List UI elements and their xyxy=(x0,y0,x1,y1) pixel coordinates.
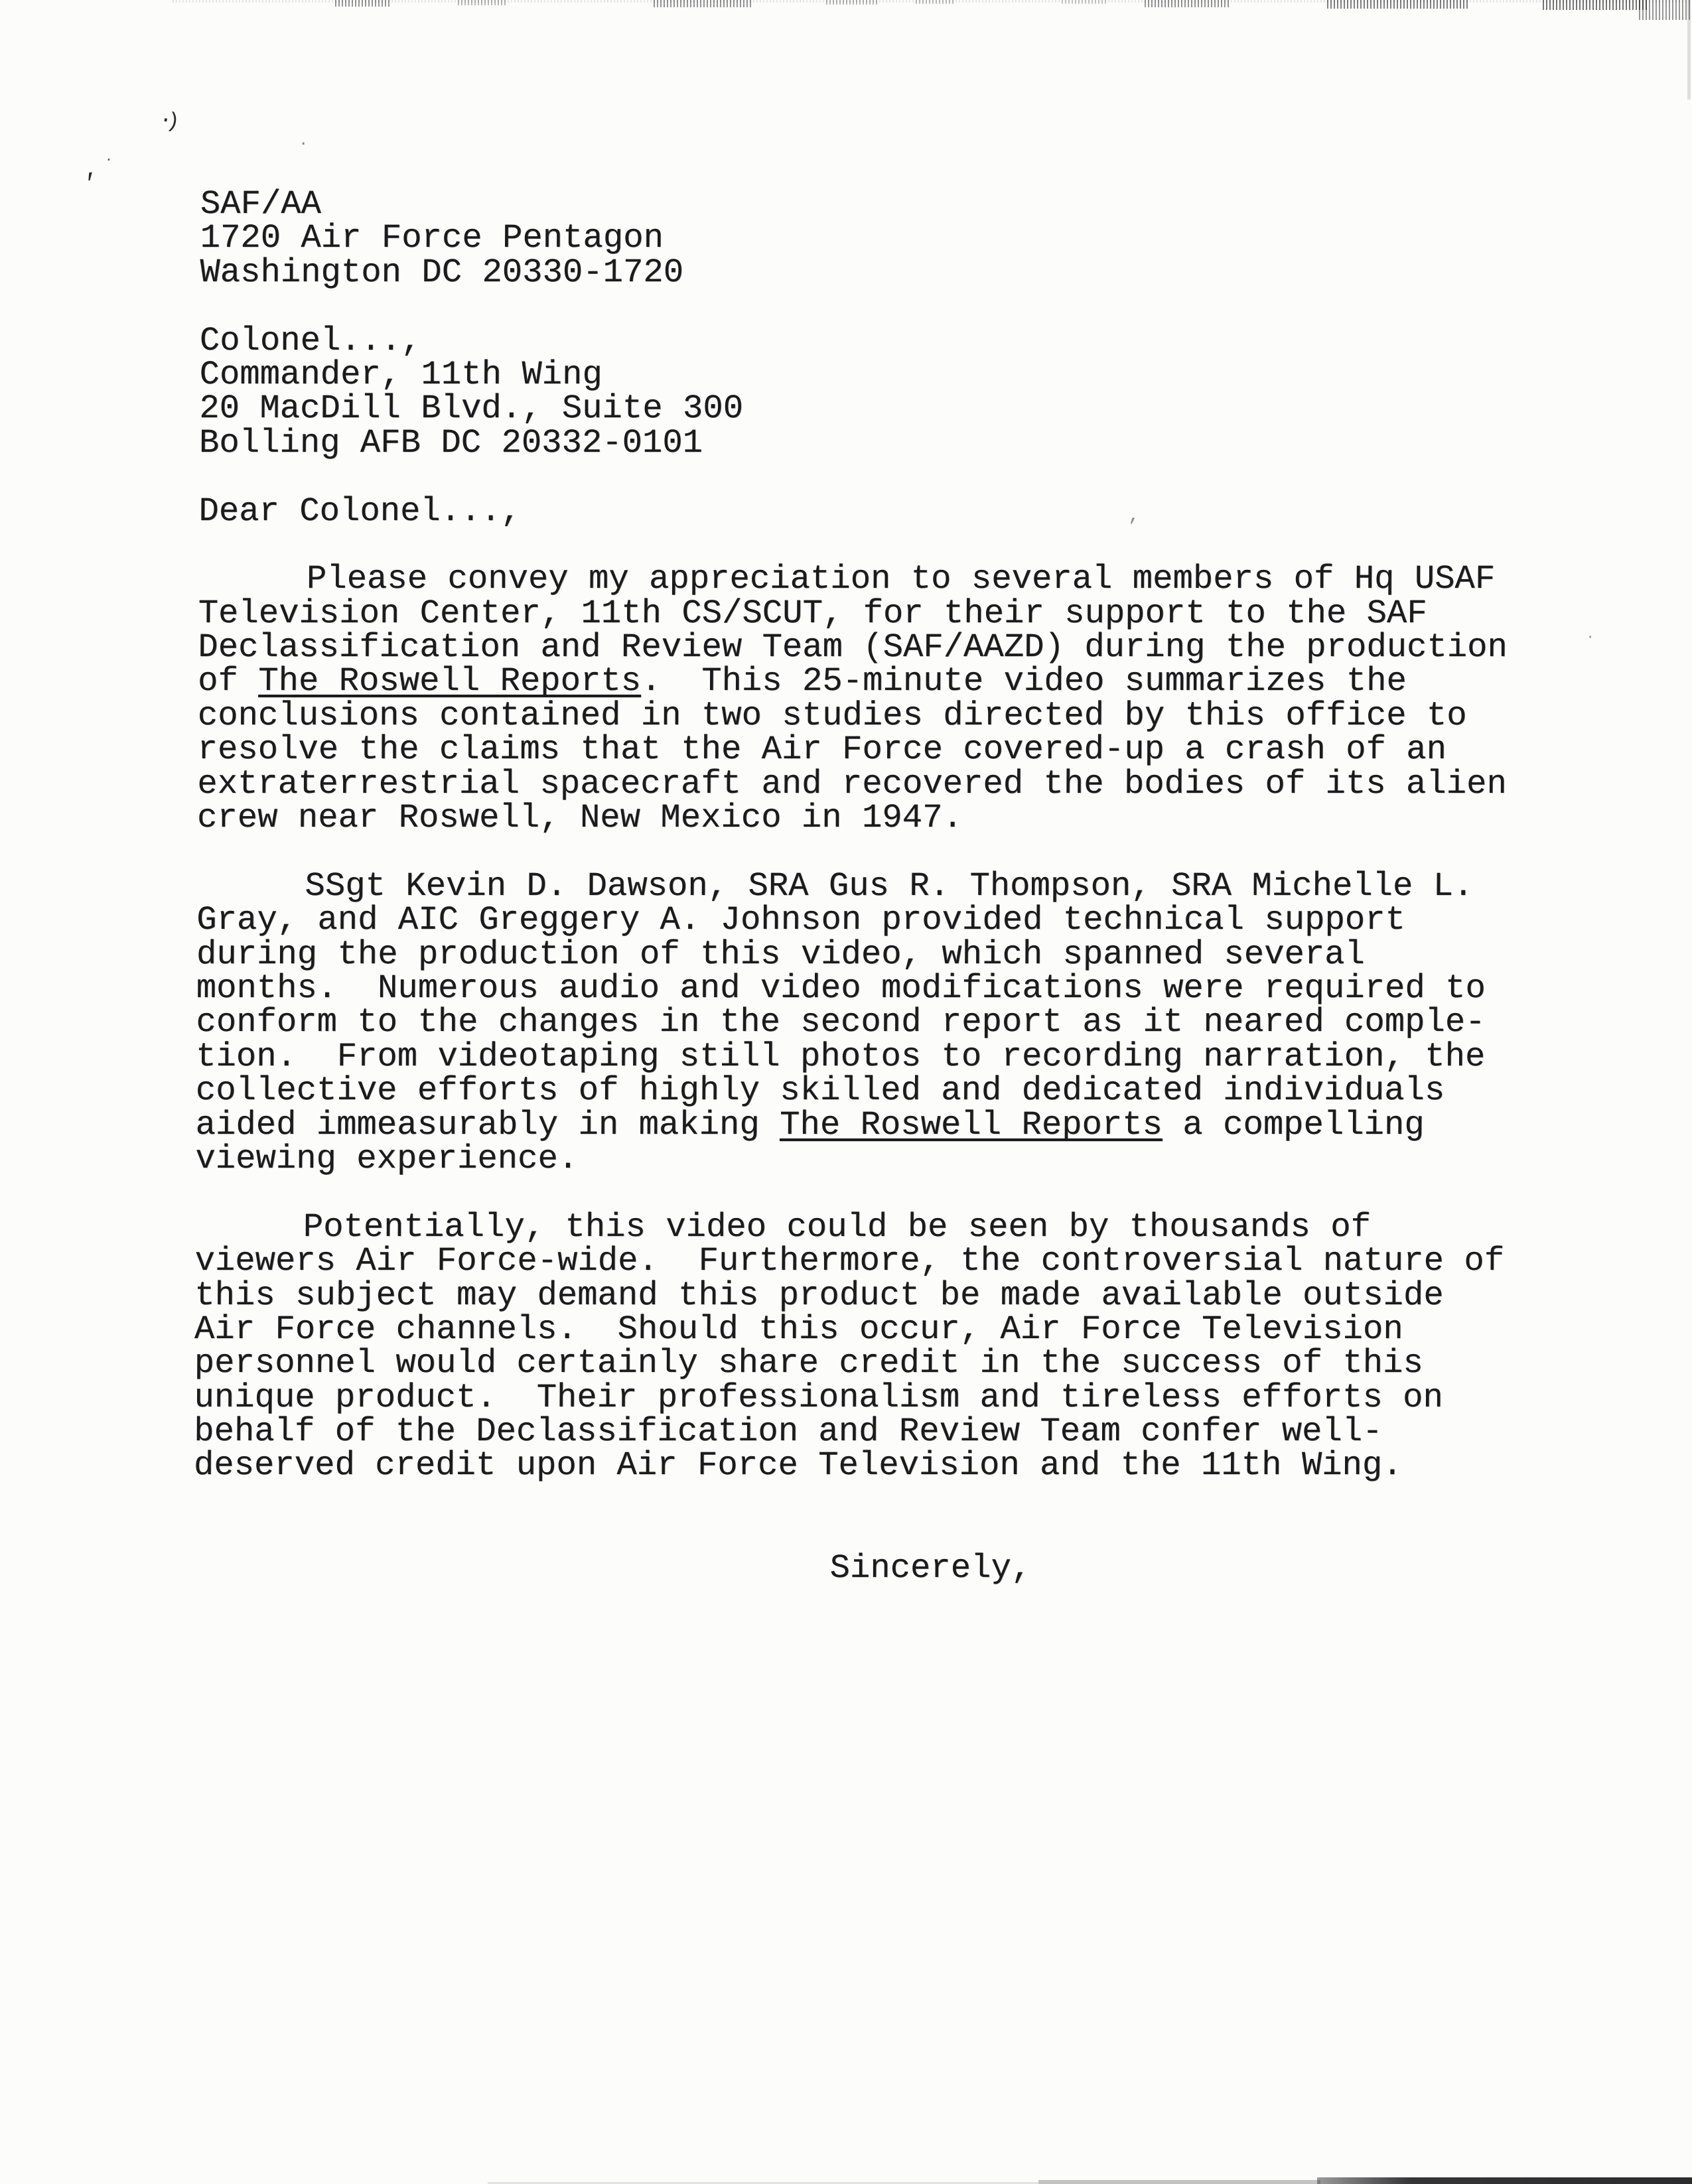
text-segment: months. Numerous audio and video modifications were required to xyxy=(196,969,1486,1008)
letter-line xyxy=(196,799,1617,838)
scan-speck: · xyxy=(1586,629,1595,646)
letter-line xyxy=(197,731,1617,770)
letter-line xyxy=(198,699,1618,733)
address-line: 20 MacDill Blvd., Suite 300 xyxy=(199,390,744,429)
letter-line xyxy=(196,867,1616,906)
scan-speck: · xyxy=(105,153,113,168)
letter-line xyxy=(194,1347,1614,1381)
noise-dash xyxy=(654,0,753,7)
text-segment: this subject may demand this product be made available outside xyxy=(194,1276,1444,1315)
address-line: 1720 Air Force Pentagon xyxy=(200,220,664,258)
scan-artifact-bottom xyxy=(1317,2177,1692,2184)
salutation: Dear Colonel..., xyxy=(198,492,522,531)
scan-artifact-bottom xyxy=(1038,2180,1320,2184)
text-segment: extraterrestrial spacecraft and recovered the bodies of its alien xyxy=(197,765,1507,803)
noise-dash xyxy=(1639,0,1692,20)
text-segment: during the production of this video, which spanned several xyxy=(196,935,1366,974)
text-segment: a compelling xyxy=(1162,1106,1425,1144)
text-segment: viewing experience. xyxy=(195,1140,579,1178)
text-segment: Gray, and AIC Greggery A. Johnson provided technical support xyxy=(196,902,1406,940)
letter-line xyxy=(198,631,1618,665)
recipient-address-block xyxy=(199,324,1620,461)
address-line: SAF/AA xyxy=(200,186,322,224)
letter-line xyxy=(196,1040,1616,1074)
text-segment: SSgt Kevin D. Dawson, SRA Gus R. Thompson, SRA Michelle L. xyxy=(305,867,1474,906)
text-segment: conform to the changes in the second report as it neared comple- xyxy=(196,1004,1486,1042)
text-segment: crew near Roswell, New Mexico in 1947. xyxy=(196,799,963,838)
letter-line xyxy=(194,1449,1614,1483)
noise-dash xyxy=(1062,0,1108,4)
letter-line xyxy=(196,1006,1616,1040)
noise-dash xyxy=(1327,0,1470,9)
noise-dash xyxy=(1543,0,1649,10)
text-segment: of xyxy=(197,663,259,701)
address-line: Bolling AFB DC 20332-0101 xyxy=(198,424,703,462)
text-segment: resolve the claims that the Air Force covered-up a crash of an xyxy=(197,731,1447,770)
noise-dash xyxy=(1145,0,1231,7)
letter-line xyxy=(196,902,1616,940)
text-segment: Please convey my appreciation to several members of Hq USAF xyxy=(306,561,1496,599)
scan-speck: · xyxy=(299,135,309,153)
underlined-title: The Roswell Reports xyxy=(779,1106,1163,1144)
letter-line xyxy=(198,561,1618,599)
letter-line xyxy=(194,1310,1614,1349)
letter-line xyxy=(195,1142,1615,1176)
letter-line xyxy=(195,1106,1615,1144)
text-segment: Potentially, this video could be seen by thousands of xyxy=(303,1208,1372,1247)
address-line: Colonel..., xyxy=(199,322,421,360)
underlined-title: The Roswell Reports xyxy=(258,663,642,701)
scan-noise-top xyxy=(0,0,1692,27)
letter-line xyxy=(196,969,1616,1008)
text-segment: aided immeasurably in making xyxy=(195,1106,780,1144)
letter-line xyxy=(195,1072,1616,1111)
text-segment: . This 25-minute video summarizes the xyxy=(640,663,1407,701)
sender-address-block xyxy=(200,188,1620,290)
noise-dash xyxy=(916,0,955,4)
address-line: Washington DC 20330-1720 xyxy=(200,253,684,292)
closing-text: Sincerely, xyxy=(829,1549,1032,1588)
text-segment: unique product. Their professionalism and tireless efforts on xyxy=(194,1379,1444,1417)
text-segment: personnel would certainly share credit in the success of this xyxy=(194,1345,1423,1383)
noise-dash xyxy=(458,0,508,5)
text-segment: conclusions contained in two studies directed by this office to xyxy=(197,697,1467,735)
letter-line xyxy=(196,935,1616,974)
scan-speck: ’ xyxy=(1127,516,1139,539)
text-segment: tion. From videotaping still photos to recording narration, the xyxy=(195,1038,1486,1076)
text-segment: Declassification and Review Team (SAF/AAZD) during the production xyxy=(198,629,1508,667)
letter-line xyxy=(195,1208,1615,1247)
letter-line xyxy=(197,765,1617,803)
letter-line xyxy=(198,665,1618,699)
scan-streak-right xyxy=(1687,0,1691,100)
text-segment: deserved credit upon Air Force Television and the 11th Wing. xyxy=(193,1447,1403,1485)
paragraph xyxy=(196,561,1618,838)
letter-body xyxy=(193,186,1620,1588)
paragraph xyxy=(195,867,1616,1178)
letter-line xyxy=(194,1276,1614,1315)
address-line: Commander, 11th Wing xyxy=(199,356,602,394)
text-segment: Television Center, 11th CS/SCUT, for their support to the SAF xyxy=(198,594,1427,633)
text-segment: behalf of the Declassification and Review Team confer well- xyxy=(194,1413,1383,1452)
text-segment: collective efforts of highly skilled and dedicated individuals xyxy=(195,1072,1445,1111)
noise-dash xyxy=(826,0,879,5)
paragraph xyxy=(193,1208,1615,1485)
letter-line xyxy=(194,1381,1614,1415)
text-segment: viewers Air Force-wide. Furthermore, the controversial nature of xyxy=(194,1243,1505,1281)
letter-line xyxy=(194,1413,1614,1452)
closing-line xyxy=(193,1517,1613,1588)
scan-speck: ·) xyxy=(157,107,176,134)
text-segment: Air Force channels. Should this occur, Air Force Television xyxy=(194,1310,1403,1349)
noise-dash xyxy=(335,0,391,7)
letter-line xyxy=(198,594,1618,633)
scan-speck: , xyxy=(81,155,100,184)
letter-line xyxy=(194,1243,1614,1281)
